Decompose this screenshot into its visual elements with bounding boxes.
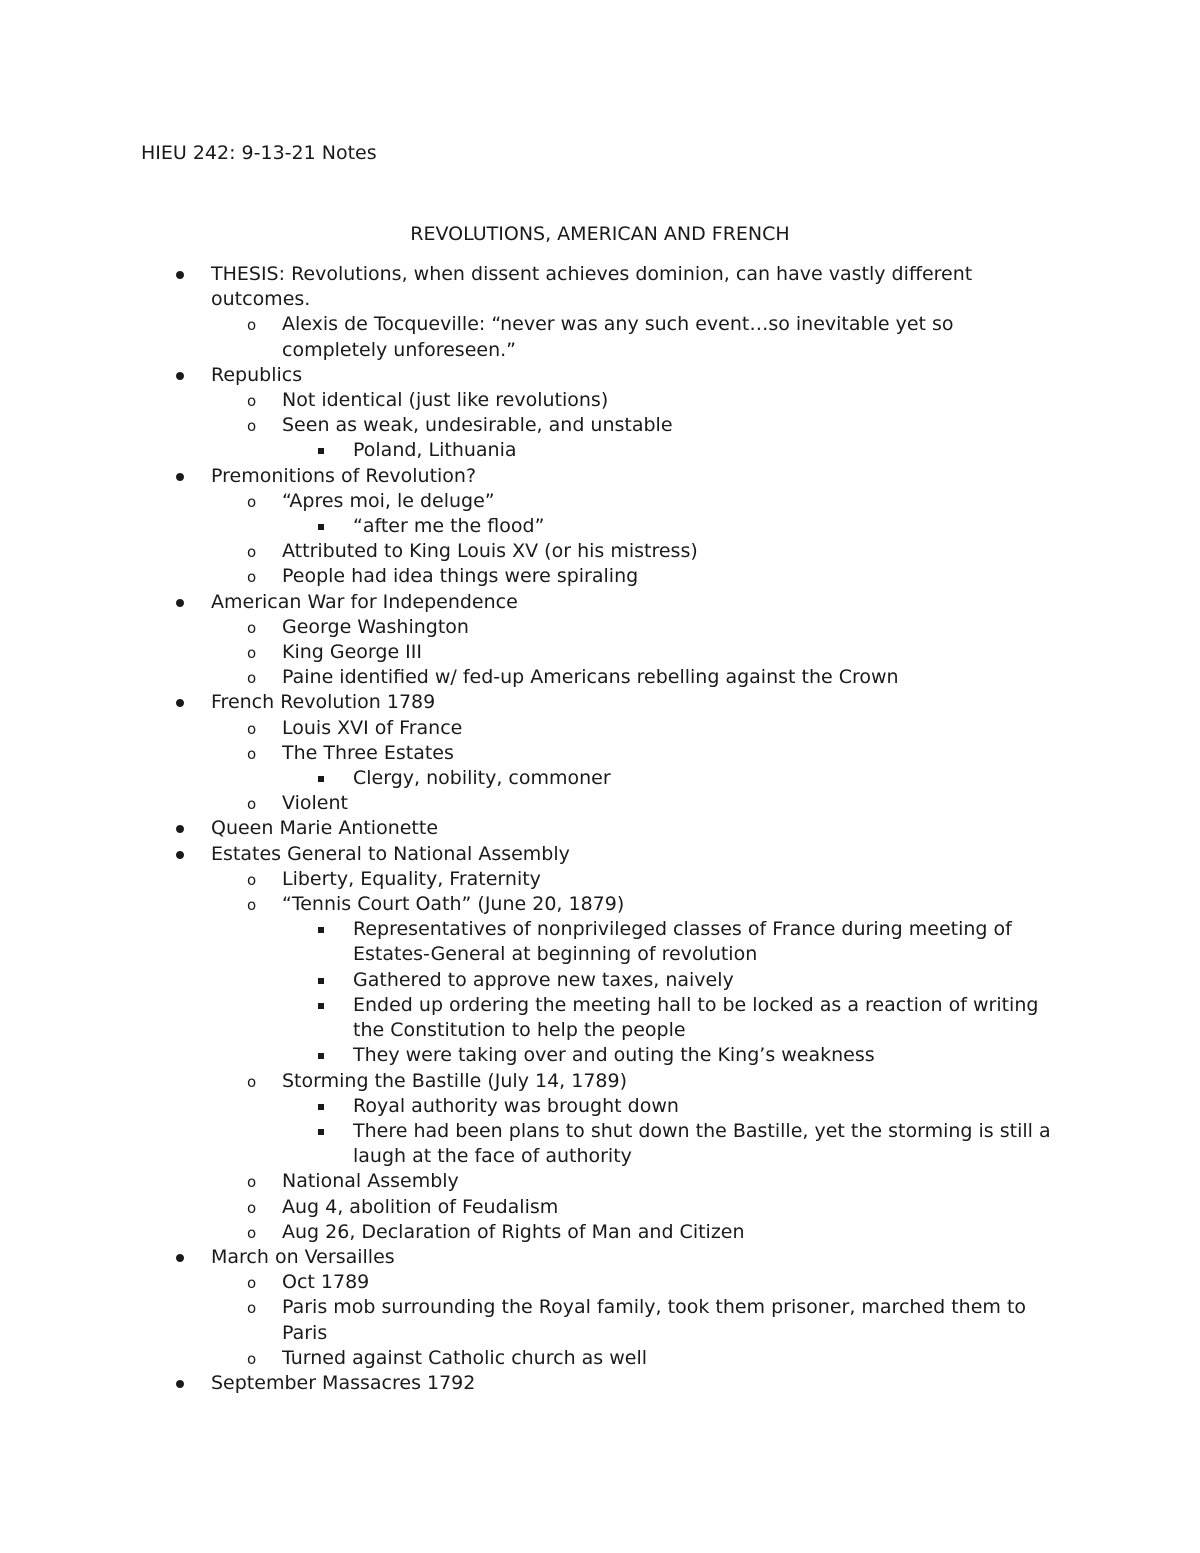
outline-item-level-2: [0, 791, 1062, 816]
outline-item-text: American War for Independence: [211, 590, 518, 613]
document-title: HIEU 242: 9-13-21 Notes: [141, 142, 377, 164]
bullet-square-icon: [318, 1053, 324, 1059]
outline-item-text: Seen as weak, undesirable, and unstable: [282, 414, 673, 437]
outline-item-level-2: [0, 1270, 1062, 1295]
bullet-circle-icon: o: [247, 618, 257, 637]
outline-item-text: Alexis de Tocqueville: “never was any such event…so inevitable yet so completely unforeseen.”: [282, 313, 954, 361]
bullet-disc-icon: [176, 1380, 184, 1388]
outline-item-level-1: [0, 816, 1041, 841]
bullet-disc-icon: [176, 699, 184, 707]
outline-item-level-1: [0, 590, 1041, 615]
outline-item-level-2: [0, 741, 1062, 766]
outline-item-level-2: [0, 489, 1062, 514]
outline-item-level-2: [0, 1195, 1062, 1220]
outline-item-level-2: [0, 1346, 1062, 1371]
outline-item-level-1: [0, 363, 1041, 388]
bullet-circle-icon: o: [247, 719, 257, 738]
bullet-square-icon: [318, 524, 324, 530]
bullet-circle-icon: o: [247, 744, 257, 763]
outline-item-text: Royal authority was brought down: [353, 1094, 679, 1117]
bullet-disc-icon: [176, 372, 184, 380]
outline-item-text: French Revolution 1789: [211, 691, 436, 714]
bullet-disc-icon: [176, 271, 184, 279]
outline-item-text: Paine identified w/ fed-up Americans rebelling against the Crown: [282, 666, 899, 689]
section-heading: REVOLUTIONS, AMERICAN AND FRENCH: [410, 223, 790, 245]
outline-item-text: Clergy, nobility, commoner: [353, 767, 611, 790]
outline-item-text: Poland, Lithuania: [353, 439, 517, 462]
outline-item-text: THESIS: Revolutions, when dissent achieves dominion, can have vastly different outcomes.: [211, 263, 973, 311]
outline-item-level-1: [0, 1245, 1041, 1270]
bullet-disc-icon: [176, 851, 184, 859]
outline-item-text: Violent: [282, 792, 348, 815]
outline-item-text: Estates General to National Assembly: [211, 842, 570, 865]
outline-item-text: “Apres moi, le deluge”: [282, 489, 495, 512]
bullet-disc-icon: [176, 599, 184, 607]
outline-item-text: Premonitions of Revolution?: [211, 464, 477, 487]
outline-item-text: “Tennis Court Oath” (June 20, 1879): [282, 893, 625, 916]
bullet-circle-icon: o: [247, 1173, 257, 1192]
outline-item-text: Queen Marie Antionette: [211, 817, 439, 840]
outline-item-text: People had idea things were spiraling: [282, 565, 639, 588]
outline-item-text: The Three Estates: [282, 741, 454, 764]
outline-item-level-2: [0, 388, 1062, 413]
outline-item-text: National Assembly: [282, 1170, 459, 1193]
bullet-circle-icon: o: [247, 568, 257, 587]
outline-item-text: Aug 4, abolition of Feudalism: [282, 1195, 559, 1218]
notes-outline: [0, 262, 1200, 1396]
outline-item-text: Liberty, Equality, Fraternity: [282, 867, 541, 890]
outline-item-level-1: [0, 262, 1041, 312]
outline-item-text: Aug 26, Declaration of Rights of Man and Citizen: [282, 1220, 745, 1243]
bullet-square-icon: [318, 927, 324, 933]
outline-item-level-3: [0, 1094, 1063, 1119]
outline-item-text: “after me the flood”: [353, 515, 545, 538]
bullet-circle-icon: o: [247, 1198, 257, 1217]
bullet-circle-icon: o: [247, 896, 257, 915]
outline-item-text: King George III: [282, 641, 422, 664]
outline-item-text: September Massacres 1792: [211, 1371, 476, 1394]
bullet-circle-icon: o: [247, 669, 257, 688]
bullet-circle-icon: o: [247, 644, 257, 663]
outline-item-level-2: [0, 892, 1062, 917]
outline-item-level-1: [0, 1371, 1041, 1396]
bullet-circle-icon: o: [247, 392, 257, 411]
bullet-circle-icon: o: [247, 1223, 257, 1242]
bullet-square-icon: [318, 1129, 324, 1135]
outline-item-level-1: [0, 690, 1041, 715]
outline-item-text: There had been plans to shut down the Bastille, yet the storming is still a laugh at the face of authority: [353, 1119, 1051, 1168]
bullet-circle-icon: o: [247, 1349, 257, 1368]
outline-item-text: Republics: [211, 363, 303, 386]
outline-item-level-2: [0, 413, 1062, 438]
outline-item-level-2: [0, 312, 1062, 362]
bullet-circle-icon: o: [247, 492, 257, 511]
outline-item-level-2: [0, 640, 1062, 665]
outline-item-text: Paris mob surrounding the Royal family, took them prisoner, marched them to Paris: [282, 1296, 1027, 1344]
bullet-disc-icon: [176, 825, 184, 833]
outline-item-text: Oct 1789: [282, 1271, 370, 1294]
outline-item-level-2: [0, 665, 1062, 690]
outline-item-level-2: [0, 1295, 1062, 1345]
outline-item-text: George Washington: [282, 615, 469, 638]
outline-item-text: Storming the Bastille (July 14, 1789): [282, 1069, 627, 1092]
outline-item-level-3: [0, 1043, 1063, 1068]
outline-item-text: Turned against Catholic church as well: [282, 1346, 648, 1369]
outline-item-level-3: [0, 968, 1063, 993]
bullet-square-icon: [318, 776, 324, 782]
outline-item-text: Not identical (just like revolutions): [282, 389, 609, 412]
bullet-circle-icon: o: [247, 795, 257, 814]
bullet-disc-icon: [176, 1254, 184, 1262]
outline-item-level-1: [0, 842, 1041, 867]
bullet-square-icon: [318, 978, 324, 984]
outline-item-text: March on Versailles: [211, 1245, 395, 1268]
outline-item-text: Ended up ordering the meeting hall to be locked as a reaction of writing the Constitution to help the people: [353, 993, 1039, 1042]
bullet-circle-icon: o: [247, 543, 257, 562]
outline-item-text: Representatives of nonprivileged classes of France during meeting of Estates-General at beginning of revolution: [353, 918, 1012, 966]
bullet-square-icon: [318, 1104, 324, 1110]
outline-item-level-2: [0, 867, 1062, 892]
outline-item-text: Gathered to approve new taxes, naively: [353, 968, 734, 991]
outline-item-level-2: [0, 539, 1062, 564]
outline-item-text: Attributed to King Louis XV (or his mistress): [282, 540, 698, 563]
outline-item-level-2: [0, 1169, 1062, 1194]
outline-item-level-2: [0, 615, 1062, 640]
bullet-circle-icon: o: [247, 1274, 257, 1293]
outline-item-level-2: [0, 564, 1062, 589]
outline-item-level-3: [0, 766, 1063, 791]
bullet-circle-icon: o: [247, 316, 257, 335]
bullet-circle-icon: o: [247, 417, 257, 436]
outline-item-level-2: [0, 1220, 1062, 1245]
outline-item-level-3: [0, 514, 1063, 539]
outline-item-level-2: [0, 1069, 1062, 1094]
outline-item-level-3: [0, 917, 1063, 967]
bullet-circle-icon: o: [247, 870, 257, 889]
outline-item-text: They were taking over and outing the King’s weakness: [353, 1044, 875, 1067]
outline-item-level-3: [0, 438, 1063, 463]
outline-item-level-1: [0, 464, 1041, 489]
outline-item-level-3: [0, 993, 1063, 1043]
outline-item-level-3: [0, 1119, 1063, 1169]
bullet-disc-icon: [176, 473, 184, 481]
outline-item-text: Louis XVI of France: [282, 716, 463, 739]
outline-item-level-2: [0, 716, 1062, 741]
bullet-circle-icon: o: [247, 1072, 257, 1091]
bullet-square-icon: [318, 448, 324, 454]
bullet-square-icon: [318, 1003, 324, 1009]
bullet-circle-icon: o: [247, 1299, 257, 1318]
